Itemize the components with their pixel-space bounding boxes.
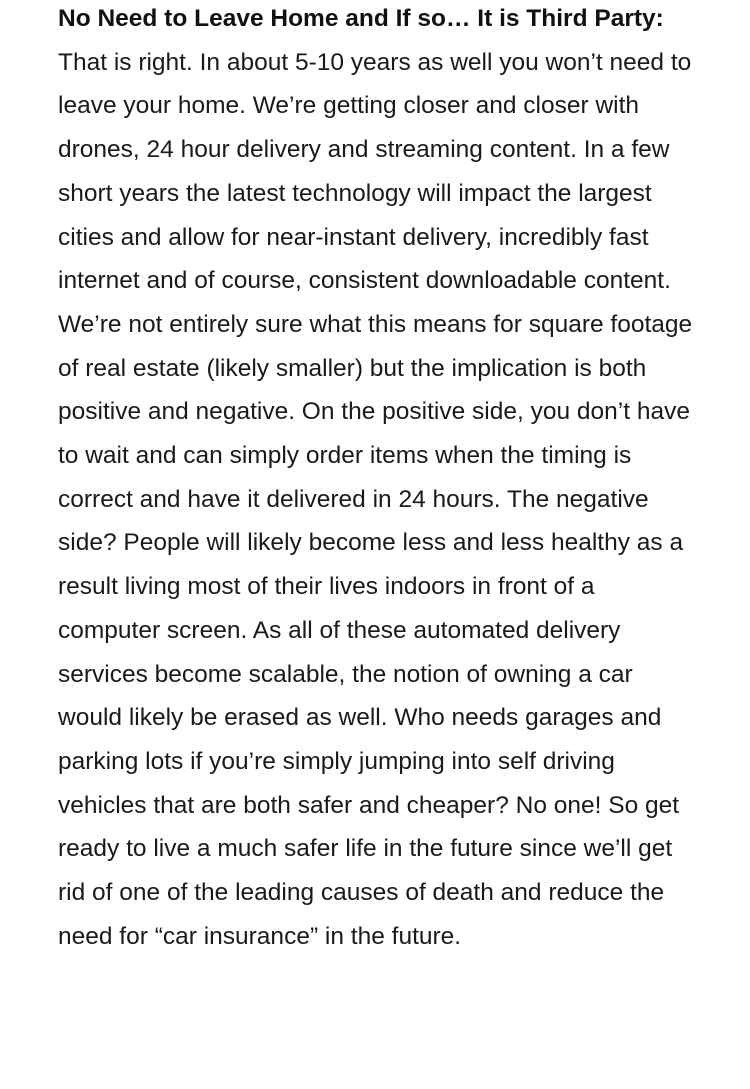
paragraph-lead-heading: No Need to Leave Home and If so… It is Third Party: <box>58 5 664 32</box>
paragraph-body-text: That is right. In about 5-10 years as well you won’t need to leave your home. We’re getting closer and closer with drones, 24 hour delivery and streaming content. In a few short years the latest technology will impact the largest cities and allow for near-instant delivery, incredibly fast internet and of course, consistent downloadable content. We’re not entirely sure what this means for square footage of real estate (likely smaller) but the implication is both positive and negative. On the positive side, you don’t have to wait and can simply order items when the timing is correct and have it delivered in 24 hours. The negative side? People will likely become less and less healthy as a result living most of their lives indoors in front of a computer screen. As all of these automated delivery services become scalable, the notion of owning a car would likely be erased as well. Who needs garages and parking lots if you’re simply jumping into self driving vehicles that are both safer and cheaper? No one! So get ready to live a much safer life in the future since we’ll get rid of one of the leading causes of death and reduce the need for “car insurance” in the future. <box>58 48 693 950</box>
article-paragraph <box>58 0 698 958</box>
